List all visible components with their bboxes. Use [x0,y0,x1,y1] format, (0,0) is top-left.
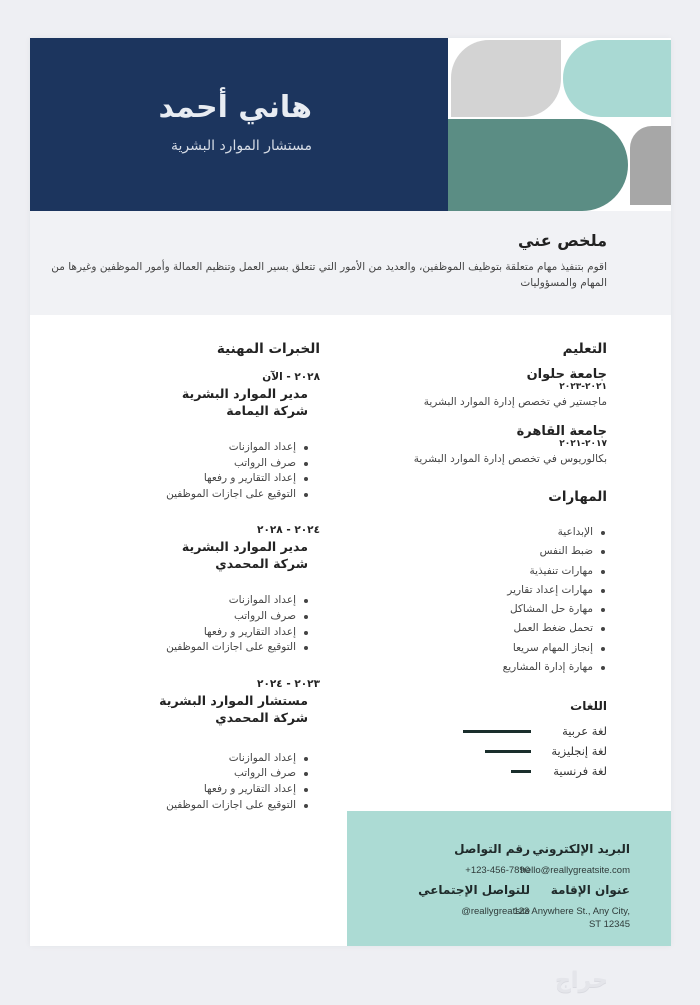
language-name: لغة إنجليزية [551,744,607,759]
task-item: صرف الرواتب [130,609,310,625]
school-years: ٢٠٢١-٢٠٢٣ [559,382,607,392]
contact-phone [454,842,530,877]
job-tasks [130,440,320,502]
job-title: مستشار الموارد البشرية [171,138,312,154]
experience-heading: الخبرات المهنية [216,341,320,357]
education-item [367,424,607,465]
contact-section [347,811,671,946]
language-item [367,741,607,761]
skill-item: مهارة حل المشاكل [367,600,607,619]
phone-label: رقم التواصل [454,842,530,856]
job-dates: ٢٠٢٣ - ٢٠٢٤ [257,677,320,690]
skill-item: مهارات تنفيذية [367,562,607,581]
job-tasks [130,751,320,813]
language-item [367,761,607,781]
languages-list [367,721,607,781]
job-company: شركة المحمدي [215,709,308,725]
task-item: صرف الرواتب [130,456,310,472]
task-item: إعداد التقارير و رفعها [130,471,310,487]
right-column [367,341,607,781]
skill-item: تحمل ضغط العمل [367,619,607,638]
task-item: إعداد الموازنات [130,751,310,767]
social-value: @reallygreatsite [461,906,530,917]
decor-shape-teal [448,119,628,211]
contact-email [521,842,630,877]
school-name: جامعة القاهرة [516,424,607,439]
task-item: إعداد التقارير و رفعها [130,625,310,641]
skills-heading: المهارات [548,489,607,505]
job-tasks [130,593,320,655]
resume-page [30,38,671,946]
contact-social [418,883,530,918]
task-item: التوقيع على اجازات الموظفين [130,487,310,503]
social-label: للتواصل الإجتماعي [418,883,530,897]
task-item: التوقيع على اجازات الموظفين [130,640,310,656]
job-dates: ٢٠٢٨ - الآن [262,371,320,383]
skill-item: ضبط النفس [367,542,607,561]
degree: بكالوريوس في تخصص إدارة الموارد البشرية [413,453,607,465]
task-item: صرف الرواتب [130,766,310,782]
education-item [367,367,607,408]
task-item: التوقيع على اجازات الموظفين [130,798,310,814]
job-company: شركة اليمامة [226,403,308,418]
school-name: جامعة حلوان [526,367,607,382]
job-entry [130,678,320,813]
language-level-bar [485,750,531,753]
language-item [367,721,607,741]
decor-shape-darkgray [630,126,671,205]
left-column [130,341,320,813]
decor-shape-gray [451,40,561,117]
degree: ماجستير في تخصص إدارة الموارد البشرية [423,396,607,408]
job-company: شركة المحمدي [215,556,308,572]
contact-address [513,883,630,931]
education-heading: التعليم [562,341,607,357]
phone-value: +123-456-7890 [465,865,530,876]
decor-shape-mint [563,40,671,117]
header-band [30,38,448,211]
summary-section [30,211,671,315]
email-label: البريد الإلكتروني [532,842,630,856]
language-name: لغة عربية [562,724,607,739]
language-level-bar [511,770,531,773]
skill-item: إنجاز المهام سريعا [367,639,607,658]
address-line-2: ST 12345 [588,919,630,930]
task-item: إعداد التقارير و رفعها [130,782,310,798]
job-entry [130,371,320,502]
language-level-bar [463,730,531,733]
job-role: مدير الموارد البشرية [181,386,308,401]
task-item: إعداد الموازنات [130,440,310,456]
skill-item: مهارات إعداد تقارير [367,581,607,600]
email-value: hello@reallygreatsite.com [520,865,630,876]
person-name: هاني أحمد [158,90,312,125]
job-role: مدير الموارد البشرية [181,539,308,555]
skill-item: الإبداعية [367,523,607,542]
language-name: لغة فرنسية [553,764,607,779]
address-label: عنوان الإقامة [550,883,630,897]
school-years: ٢٠١٧-٢٠٢١ [559,439,607,449]
task-item: إعداد الموازنات [130,593,310,609]
languages-heading: اللغات [570,699,607,714]
summary-heading: ملخص عني [517,231,607,250]
watermark-logo: حراج [555,968,608,993]
job-role: مستشار الموارد البشرية [159,692,308,708]
job-entry [130,524,320,655]
skill-item: مهارة إدارة المشاريع [367,658,607,677]
address-line-1: 123 Anywhere St., Any City, [513,906,630,917]
summary-text: اقوم بتنفيذ مهام متعلقة بتوظيف الموظفين، والعديد من الأمور التي تتعلق بسير العمل وتنظيم العمالة وأمور الموظفين وغيرها من المهام والمسؤوليات [51,261,607,289]
job-dates: ٢٠٢٤ - ٢٠٢٨ [257,524,320,537]
skills-list [367,523,607,677]
